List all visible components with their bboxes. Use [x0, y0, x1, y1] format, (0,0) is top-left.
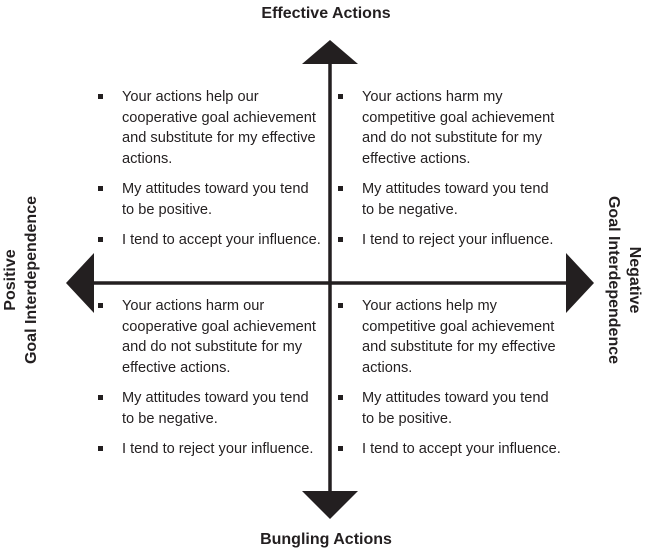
bullet-icon [98, 303, 103, 308]
arrow-right-icon [566, 253, 594, 313]
list-item: I tend to reject your influence. [337, 230, 562, 251]
list-item: I tend to accept your influence. [97, 230, 322, 251]
arrow-up-icon [302, 40, 358, 64]
bullet-icon [338, 94, 343, 99]
axis-title-bungling-actions: Bungling Actions [260, 531, 392, 548]
quadrant-bottom-left [97, 296, 322, 470]
bullet-icon [98, 94, 103, 99]
axis-title-line: Goal Interdependence [605, 195, 622, 365]
axis-title-negative-goal-interdependence [601, 180, 645, 380]
bullet-icon [338, 186, 343, 191]
quadrant-bottom-right [337, 296, 562, 470]
axis-title-line: Positive [2, 249, 19, 311]
list-item: I tend to reject your influence. [97, 439, 322, 460]
list-item: I tend to accept your influence. [337, 439, 562, 460]
quadrant-top-right [337, 87, 562, 261]
list-item: Your actions help my competitive goal achievement and substitute for my effective actions. [337, 296, 562, 378]
arrow-down-icon [302, 491, 358, 519]
list-item: Your actions harm our cooperative goal achievement and do not substitute for my effective actions. [97, 296, 322, 378]
bullet-icon [338, 446, 343, 451]
arrow-left-icon [66, 253, 94, 313]
bullet-icon [98, 395, 103, 400]
bullet-icon [98, 237, 103, 242]
axis-title-positive-goal-interdependence [0, 180, 44, 380]
list-item: My attitudes toward you tend to be negative. [97, 388, 322, 429]
list-item: Your actions harm my competitive goal achievement and do not substitute for my effective actions. [337, 87, 562, 169]
bullet-icon [338, 395, 343, 400]
list-item: My attitudes toward you tend to be negative. [337, 179, 562, 220]
list-item: Your actions help our cooperative goal achievement and substitute for my effective actions. [97, 87, 322, 169]
axis-title-effective-actions: Effective Actions [261, 5, 391, 22]
axis-title-line: Goal Interdependence [23, 195, 40, 365]
bullet-icon [338, 303, 343, 308]
list-item: My attitudes toward you tend to be positive. [337, 388, 562, 429]
list-item: My attitudes toward you tend to be positive. [97, 179, 322, 220]
bullet-icon [98, 186, 103, 191]
quadrant-top-left [97, 87, 322, 261]
bullet-icon [338, 237, 343, 242]
bullet-icon [98, 446, 103, 451]
axis-title-line: Negative [626, 246, 643, 314]
